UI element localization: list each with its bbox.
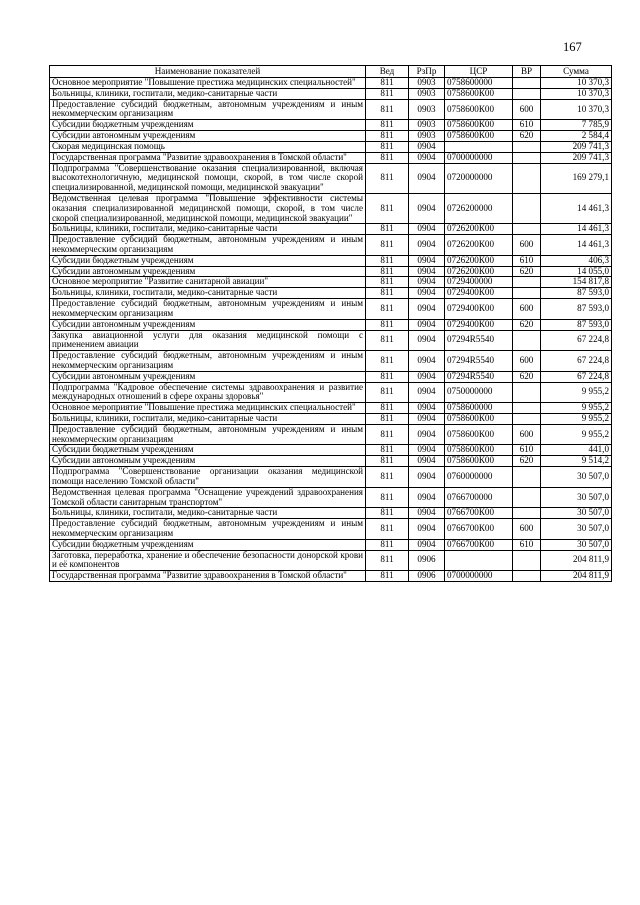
- cell-csr: 0766700К00: [445, 539, 513, 550]
- cell-rzpr: 0906: [409, 550, 445, 571]
- cell-name: Субсидии автономным учреждениям: [50, 371, 366, 382]
- cell-sum: 9 955,2: [541, 424, 612, 445]
- cell-sum: 2 584,4: [541, 131, 612, 142]
- cell-vr: [513, 163, 541, 193]
- cell-name: Субсидии бюджетным учреждениям: [50, 120, 366, 131]
- cell-vr: [513, 224, 541, 235]
- cell-name: Государственная программа "Развитие здравоохранения в Томской области": [50, 571, 366, 582]
- cell-ved: 811: [366, 193, 409, 223]
- cell-csr: 0750000000: [445, 382, 513, 403]
- cell-rzpr: 0904: [409, 519, 445, 540]
- table-row: [50, 78, 612, 89]
- col-header-rzpr: РзПр: [409, 66, 445, 78]
- cell-name: Предоставление субсидий бюджетным, автономным учреждениям и иным некоммерческим организациям: [50, 299, 366, 320]
- cell-sum: 9 955,2: [541, 414, 612, 425]
- cell-rzpr: 0904: [409, 163, 445, 193]
- cell-ved: 811: [366, 539, 409, 550]
- page-number: 167: [563, 40, 582, 54]
- cell-sum: 406,3: [541, 255, 612, 266]
- cell-sum: 87 593,0: [541, 319, 612, 330]
- table-row: [50, 539, 612, 550]
- cell-sum: 10 370,3: [541, 78, 612, 89]
- cell-csr: 0758600000: [445, 78, 513, 89]
- table-row: [50, 319, 612, 330]
- cell-sum: 7 785,9: [541, 120, 612, 131]
- cell-ved: 811: [366, 266, 409, 277]
- cell-csr: 0766700К00: [445, 508, 513, 519]
- table-row: [50, 255, 612, 266]
- table-row: [50, 414, 612, 425]
- cell-name: Больницы, клиники, госпитали, медико-санитарные части: [50, 288, 366, 299]
- cell-vr: [513, 152, 541, 163]
- cell-name: Субсидии автономным учреждениям: [50, 456, 366, 467]
- cell-rzpr: 0904: [409, 382, 445, 403]
- cell-ved: 811: [366, 120, 409, 131]
- table-row: [50, 131, 612, 142]
- cell-ved: 811: [366, 487, 409, 508]
- cell-rzpr: 0903: [409, 78, 445, 89]
- cell-rzpr: 0904: [409, 224, 445, 235]
- table-row: [50, 424, 612, 445]
- cell-csr: 0729400К00: [445, 319, 513, 330]
- cell-ved: 811: [366, 550, 409, 571]
- cell-sum: 30 507,0: [541, 467, 612, 488]
- cell-name: Подпрограмма "Совершенствование организации оказания медицинской помощи населению Томской области": [50, 467, 366, 488]
- cell-sum: 209 741,3: [541, 152, 612, 163]
- cell-name: Больницы, клиники, госпитали, медико-санитарные части: [50, 88, 366, 99]
- table-row: [50, 456, 612, 467]
- cell-sum: 9 514,2: [541, 456, 612, 467]
- cell-vr: 600: [513, 99, 541, 120]
- cell-sum: 9 955,2: [541, 403, 612, 414]
- table-row: [50, 445, 612, 456]
- cell-csr: 0758600К00: [445, 424, 513, 445]
- cell-ved: 811: [366, 330, 409, 351]
- cell-sum: 87 593,0: [541, 288, 612, 299]
- cell-vr: [513, 467, 541, 488]
- cell-name: Основное мероприятие "Повышение престижа медицинских специальностей": [50, 78, 366, 89]
- table-row: [50, 266, 612, 277]
- cell-name: Больницы, клиники, госпитали, медико-санитарные части: [50, 224, 366, 235]
- cell-csr: [445, 141, 513, 152]
- cell-name: Субсидии автономным учреждениям: [50, 266, 366, 277]
- table-row: [50, 224, 612, 235]
- cell-rzpr: 0904: [409, 299, 445, 320]
- cell-sum: 204 811,9: [541, 571, 612, 582]
- cell-csr: 0726200К00: [445, 235, 513, 256]
- table-row: [50, 277, 612, 288]
- cell-ved: 811: [366, 508, 409, 519]
- cell-vr: 620: [513, 319, 541, 330]
- cell-vr: [513, 277, 541, 288]
- cell-rzpr: 0904: [409, 193, 445, 223]
- cell-ved: 811: [366, 456, 409, 467]
- cell-csr: 07294R5540: [445, 371, 513, 382]
- cell-csr: 0758600К00: [445, 456, 513, 467]
- col-header-sum: Сумма: [541, 66, 612, 78]
- col-header-csr: ЦСР: [445, 66, 513, 78]
- cell-rzpr: 0903: [409, 120, 445, 131]
- cell-sum: 10 370,3: [541, 99, 612, 120]
- cell-name: Закупка авиационной услуги для оказания медицинской помощи с применением авиации: [50, 330, 366, 351]
- cell-ved: 811: [366, 403, 409, 414]
- cell-csr: 0720000000: [445, 163, 513, 193]
- cell-sum: 67 224,8: [541, 330, 612, 351]
- cell-rzpr: 0904: [409, 277, 445, 288]
- budget-table: [49, 65, 612, 582]
- cell-name: Подпрограмма "Кадровое обеспечение системы здравоохранения и развитие международных отношений в сфере охраны здоровья": [50, 382, 366, 403]
- cell-rzpr: 0904: [409, 255, 445, 266]
- cell-vr: [513, 403, 541, 414]
- cell-rzpr: 0904: [409, 445, 445, 456]
- cell-name: Подпрограмма "Совершенствование оказания специализированной, включая высокотехнологичную, медицинской помощи, скорой, в том числе скорой специализированной, медицинской помощи, медицинской эвакуации": [50, 163, 366, 193]
- cell-sum: 209 741,3: [541, 141, 612, 152]
- col-header-vr: ВР: [513, 66, 541, 78]
- cell-name: Предоставление субсидий бюджетным, автономным учреждениям и иным некоммерческим организациям: [50, 424, 366, 445]
- cell-rzpr: 0904: [409, 319, 445, 330]
- cell-vr: [513, 288, 541, 299]
- cell-ved: 811: [366, 152, 409, 163]
- cell-rzpr: 0906: [409, 571, 445, 582]
- cell-vr: 620: [513, 131, 541, 142]
- cell-csr: 07294R5540: [445, 351, 513, 372]
- cell-ved: 811: [366, 299, 409, 320]
- cell-csr: 0758600К00: [445, 414, 513, 425]
- cell-ved: 811: [366, 382, 409, 403]
- cell-rzpr: 0904: [409, 152, 445, 163]
- cell-rzpr: 0904: [409, 414, 445, 425]
- cell-sum: 441,0: [541, 445, 612, 456]
- cell-name: Скорая медицинская помощь: [50, 141, 366, 152]
- cell-sum: 204 811,9: [541, 550, 612, 571]
- table-row: [50, 235, 612, 256]
- cell-csr: [445, 550, 513, 571]
- cell-name: Субсидии бюджетным учреждениям: [50, 255, 366, 266]
- table-row: [50, 403, 612, 414]
- cell-sum: 14 055,0: [541, 266, 612, 277]
- cell-vr: [513, 487, 541, 508]
- cell-ved: 811: [366, 224, 409, 235]
- cell-vr: [513, 330, 541, 351]
- cell-vr: [513, 88, 541, 99]
- cell-sum: 10 370,3: [541, 88, 612, 99]
- table-row: [50, 382, 612, 403]
- cell-vr: 620: [513, 266, 541, 277]
- cell-csr: 0726200К00: [445, 224, 513, 235]
- cell-ved: 811: [366, 467, 409, 488]
- cell-name: Субсидии бюджетным учреждениям: [50, 445, 366, 456]
- cell-csr: 0758600К00: [445, 445, 513, 456]
- col-header-ved: Вед: [366, 66, 409, 78]
- cell-vr: [513, 508, 541, 519]
- cell-csr: 0726200К00: [445, 255, 513, 266]
- table-header-row: [50, 66, 612, 78]
- cell-name: Предоставление субсидий бюджетным, автономным учреждениям и иным некоммерческим организациям: [50, 99, 366, 120]
- cell-name: Ведомственная целевая программа "Повышение эффективности системы оказания специализированной медицинской помощи, скорой, в том числе скорой специализированной, медицинской помощи, медицинской эвакуации": [50, 193, 366, 223]
- cell-ved: 811: [366, 571, 409, 582]
- cell-ved: 811: [366, 88, 409, 99]
- cell-ved: 811: [366, 141, 409, 152]
- cell-csr: 0758600К00: [445, 131, 513, 142]
- cell-csr: 0766700000: [445, 487, 513, 508]
- cell-name: Ведомственная целевая программа "Оснащение учреждений здравоохранения Томской области санитарным транспортом": [50, 487, 366, 508]
- cell-ved: 811: [366, 424, 409, 445]
- cell-vr: 620: [513, 456, 541, 467]
- cell-name: Субсидии бюджетным учреждениям: [50, 539, 366, 550]
- cell-vr: [513, 414, 541, 425]
- cell-csr: 0760000000: [445, 467, 513, 488]
- cell-sum: 30 507,0: [541, 487, 612, 508]
- cell-ved: 811: [366, 235, 409, 256]
- cell-csr: 0766700К00: [445, 519, 513, 540]
- table-row: [50, 299, 612, 320]
- cell-ved: 811: [366, 99, 409, 120]
- cell-vr: [513, 193, 541, 223]
- cell-rzpr: 0904: [409, 403, 445, 414]
- cell-sum: 30 507,0: [541, 539, 612, 550]
- cell-ved: 811: [366, 277, 409, 288]
- table-row: [50, 141, 612, 152]
- table-row: [50, 163, 612, 193]
- cell-sum: 67 224,8: [541, 351, 612, 372]
- table-row: [50, 193, 612, 223]
- table-row: [50, 120, 612, 131]
- cell-csr: 0758600К00: [445, 88, 513, 99]
- cell-name: Государственная программа "Развитие здравоохранения в Томской области": [50, 152, 366, 163]
- col-header-name: Наименование показателей: [50, 66, 366, 78]
- cell-name: Субсидии автономным учреждениям: [50, 131, 366, 142]
- cell-sum: 30 507,0: [541, 519, 612, 540]
- cell-sum: 14 461,3: [541, 193, 612, 223]
- table-row: [50, 152, 612, 163]
- cell-csr: 0726200К00: [445, 266, 513, 277]
- cell-vr: [513, 571, 541, 582]
- cell-csr: 0729400000: [445, 277, 513, 288]
- cell-sum: 14 461,3: [541, 224, 612, 235]
- cell-ved: 811: [366, 519, 409, 540]
- cell-csr: 07294R5540: [445, 330, 513, 351]
- cell-vr: 600: [513, 519, 541, 540]
- cell-name: Заготовка, переработка, хранение и обеспечение безопасности донорской крови и её компонентов: [50, 550, 366, 571]
- cell-vr: 610: [513, 539, 541, 550]
- cell-csr: 0700000000: [445, 571, 513, 582]
- cell-name: Больницы, клиники, госпитали, медико-санитарные части: [50, 508, 366, 519]
- cell-rzpr: 0904: [409, 266, 445, 277]
- cell-rzpr: 0904: [409, 288, 445, 299]
- cell-name: Субсидии автономным учреждениям: [50, 319, 366, 330]
- table-row: [50, 571, 612, 582]
- cell-csr: 0758600000: [445, 403, 513, 414]
- cell-ved: 811: [366, 78, 409, 89]
- cell-sum: 154 817,8: [541, 277, 612, 288]
- cell-ved: 811: [366, 371, 409, 382]
- cell-sum: 67 224,8: [541, 371, 612, 382]
- cell-rzpr: 0904: [409, 467, 445, 488]
- table-row: [50, 330, 612, 351]
- cell-ved: 811: [366, 288, 409, 299]
- cell-rzpr: 0904: [409, 235, 445, 256]
- table-row: [50, 467, 612, 488]
- cell-rzpr: 0904: [409, 456, 445, 467]
- cell-csr: 0758600К00: [445, 120, 513, 131]
- cell-name: Предоставление субсидий бюджетным, автономным учреждениям и иным некоммерческим организациям: [50, 519, 366, 540]
- cell-vr: 620: [513, 371, 541, 382]
- cell-ved: 811: [366, 445, 409, 456]
- table-row: [50, 487, 612, 508]
- cell-rzpr: 0904: [409, 141, 445, 152]
- table-row: [50, 371, 612, 382]
- cell-vr: 600: [513, 235, 541, 256]
- table-row: [50, 99, 612, 120]
- table-row: [50, 88, 612, 99]
- cell-vr: [513, 141, 541, 152]
- cell-vr: [513, 78, 541, 89]
- cell-vr: 610: [513, 445, 541, 456]
- table-row: [50, 550, 612, 571]
- cell-sum: 87 593,0: [541, 299, 612, 320]
- cell-sum: 30 507,0: [541, 508, 612, 519]
- cell-csr: 0758600К00: [445, 99, 513, 120]
- table-row: [50, 288, 612, 299]
- cell-rzpr: 0903: [409, 131, 445, 142]
- cell-vr: 600: [513, 351, 541, 372]
- cell-rzpr: 0903: [409, 99, 445, 120]
- cell-sum: 14 461,3: [541, 235, 612, 256]
- cell-rzpr: 0904: [409, 539, 445, 550]
- cell-rzpr: 0904: [409, 371, 445, 382]
- cell-ved: 811: [366, 255, 409, 266]
- cell-vr: 600: [513, 424, 541, 445]
- cell-csr: 0729400К00: [445, 288, 513, 299]
- cell-rzpr: 0904: [409, 487, 445, 508]
- cell-name: Основное мероприятие "Повышение престижа медицинских специальностей": [50, 403, 366, 414]
- cell-ved: 811: [366, 163, 409, 193]
- cell-rzpr: 0904: [409, 351, 445, 372]
- cell-rzpr: 0904: [409, 508, 445, 519]
- cell-vr: 600: [513, 299, 541, 320]
- cell-csr: 0729400К00: [445, 299, 513, 320]
- cell-name: Основное мероприятие "Развитие санитарной авиации": [50, 277, 366, 288]
- cell-csr: 0700000000: [445, 152, 513, 163]
- cell-ved: 811: [366, 319, 409, 330]
- cell-ved: 811: [366, 351, 409, 372]
- cell-ved: 811: [366, 414, 409, 425]
- cell-rzpr: 0904: [409, 424, 445, 445]
- cell-name: Больницы, клиники, госпитали, медико-санитарные части: [50, 414, 366, 425]
- cell-sum: 9 955,2: [541, 382, 612, 403]
- cell-vr: [513, 382, 541, 403]
- table-row: [50, 508, 612, 519]
- cell-name: Предоставление субсидий бюджетным, автономным учреждениям и иным некоммерческим организациям: [50, 235, 366, 256]
- cell-sum: 169 279,1: [541, 163, 612, 193]
- table-row: [50, 351, 612, 372]
- cell-vr: 610: [513, 120, 541, 131]
- cell-vr: [513, 550, 541, 571]
- cell-name: Предоставление субсидий бюджетным, автономным учреждениям и иным некоммерческим организациям: [50, 351, 366, 372]
- cell-csr: 0726200000: [445, 193, 513, 223]
- cell-ved: 811: [366, 131, 409, 142]
- cell-vr: 610: [513, 255, 541, 266]
- cell-rzpr: 0904: [409, 330, 445, 351]
- table-row: [50, 519, 612, 540]
- cell-rzpr: 0903: [409, 88, 445, 99]
